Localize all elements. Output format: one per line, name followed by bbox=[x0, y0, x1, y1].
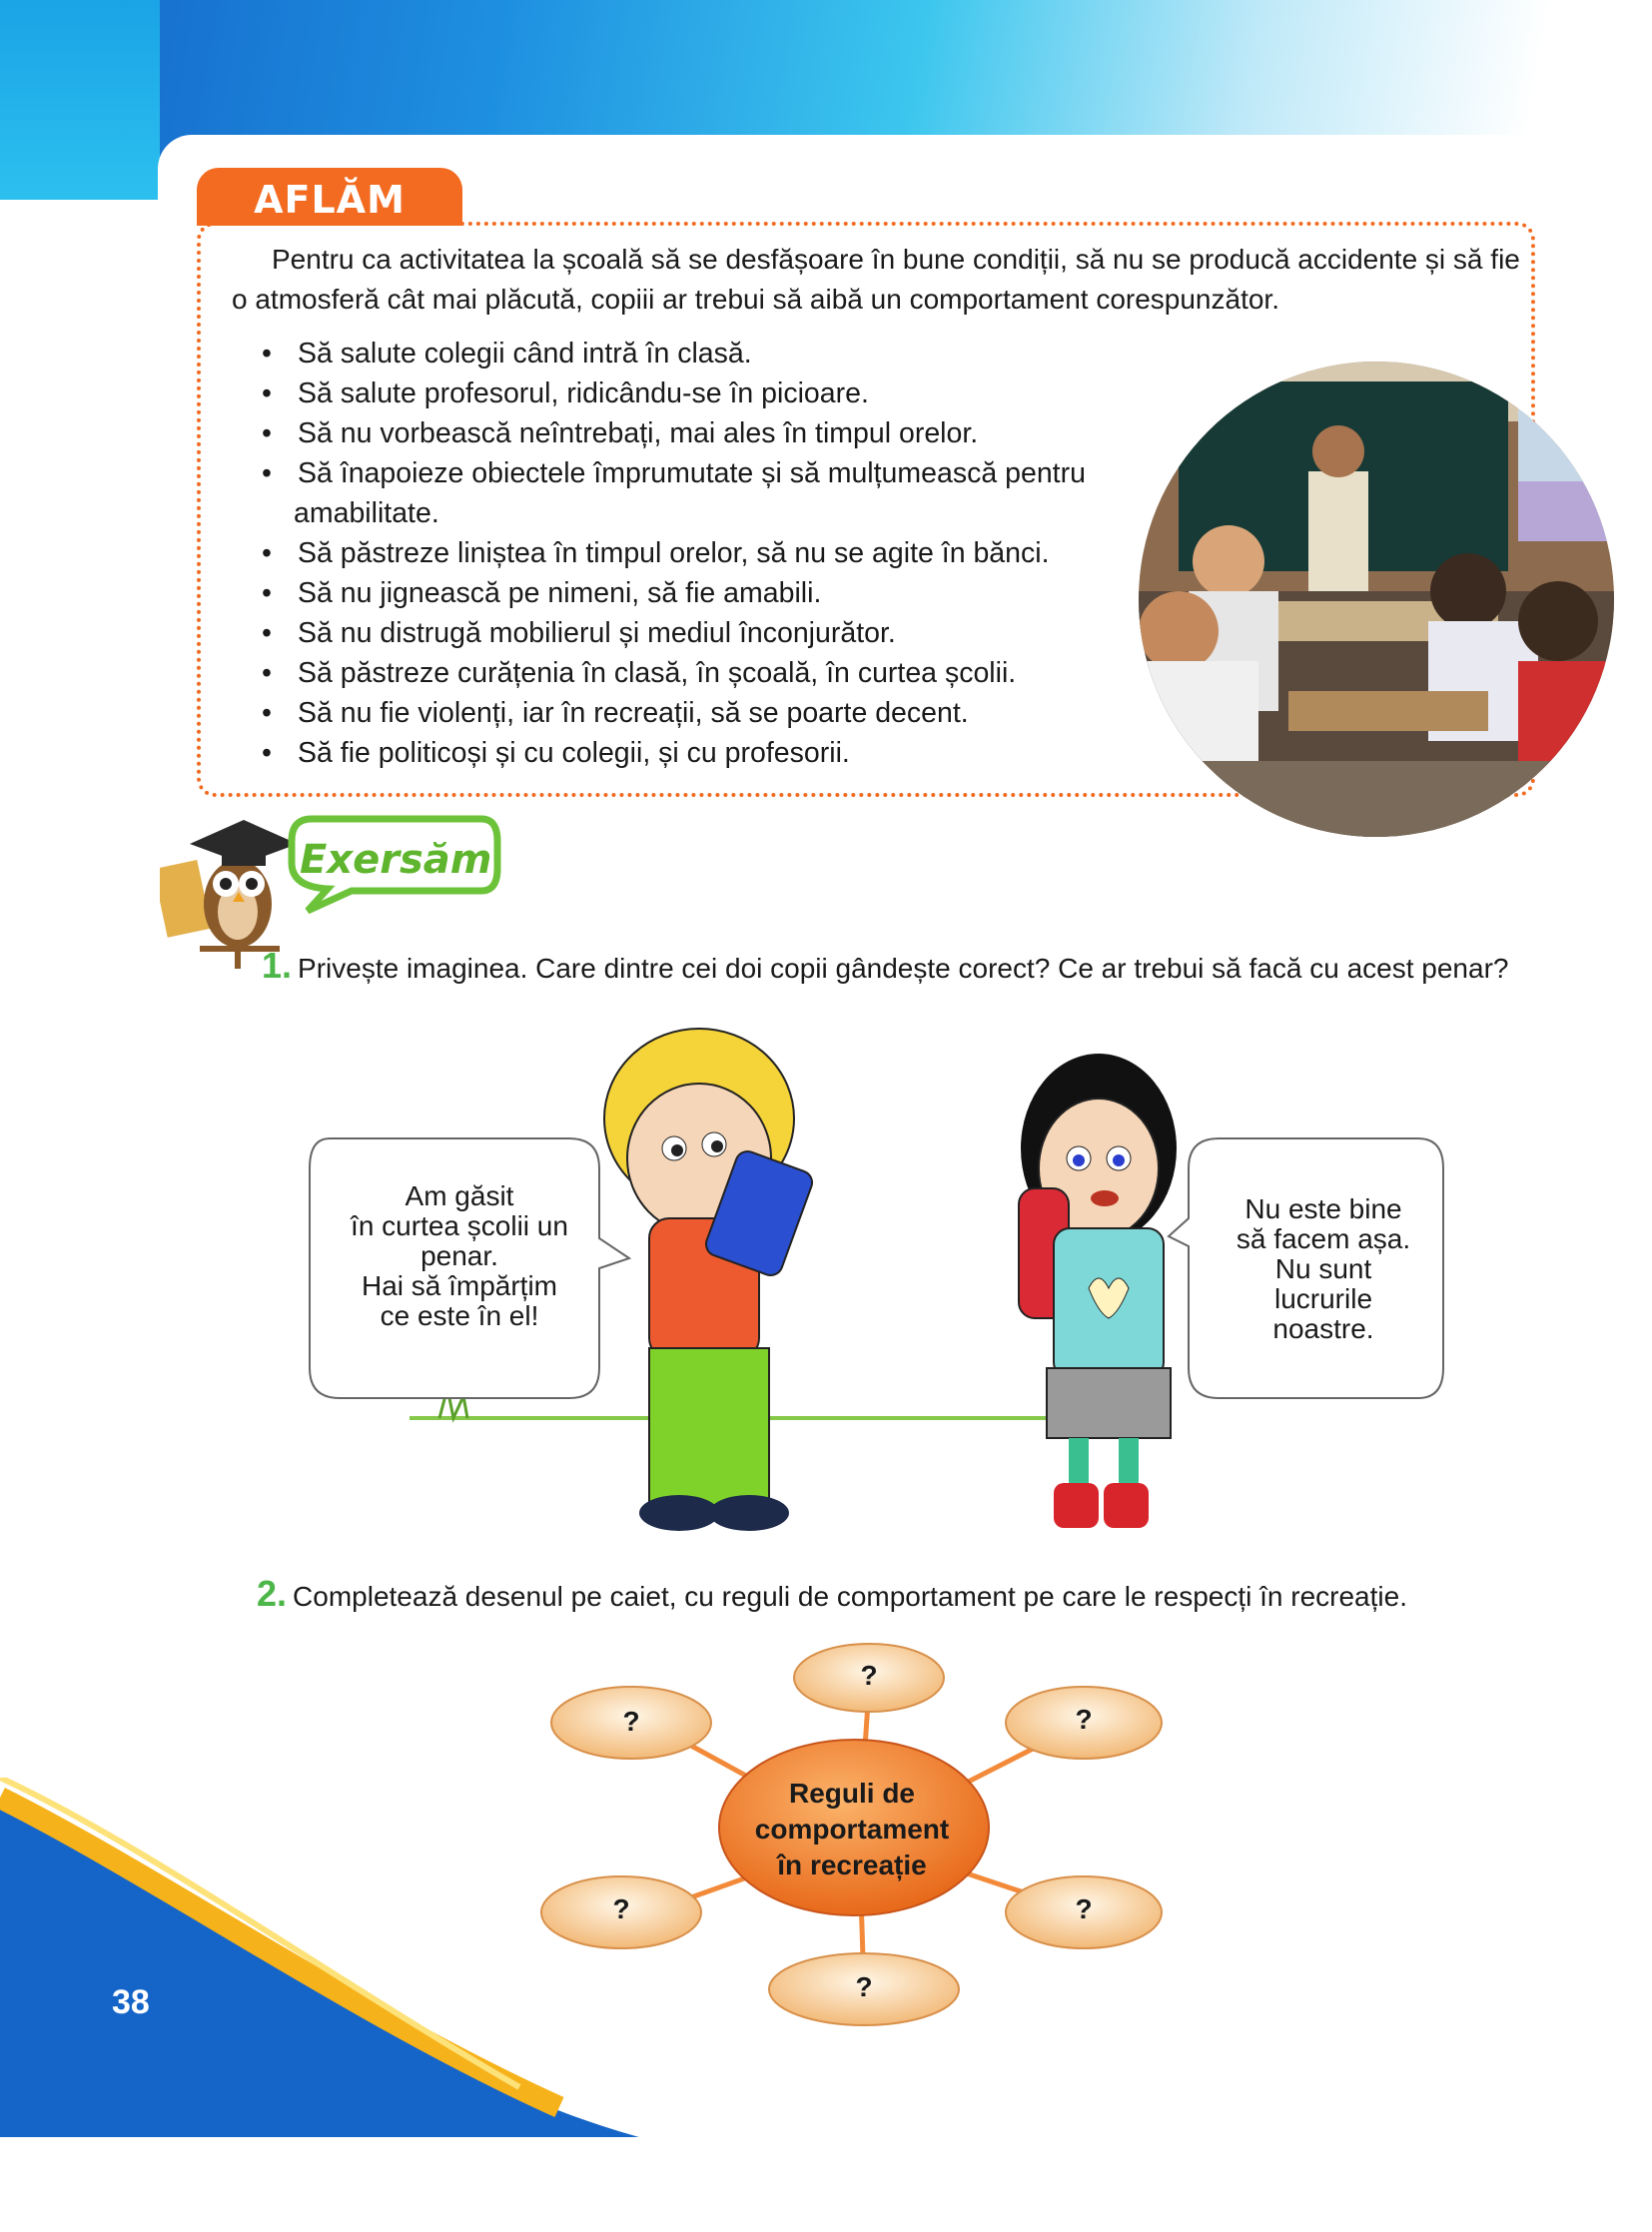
rule-item: • Să salute colegii când intră în clasă. bbox=[258, 334, 1117, 373]
mind-map-center-label: Reguli de comportament în recreație bbox=[754, 1778, 950, 1880]
rule-item: • Să nu vorbească neîntrebați, mai ales în timpul orelor. bbox=[258, 413, 1117, 453]
exercise-1-number: 1. bbox=[262, 945, 293, 986]
rule-item: • Să nu fie violenți, iar în recreații, să se poarte decent. bbox=[258, 693, 1117, 733]
exercise-title: Exersăm bbox=[300, 837, 492, 883]
exercise-2-number: 2. bbox=[257, 1573, 288, 1614]
exercise-1-text: Privește imaginea. Care dintre cei doi copii gândește corect? Ce ar trebui să facă cu acest penar? bbox=[298, 953, 1509, 984]
mind-map-node-top-right: ? bbox=[1075, 1704, 1093, 1735]
rule-item: • Să păstreze curățenia în clasă, în școală, în curtea școlii. bbox=[258, 653, 1117, 693]
mind-map-node-top-left: ? bbox=[622, 1706, 640, 1737]
rule-item: • Să nu jignească pe nimeni, să fie amabili. bbox=[258, 573, 1117, 613]
page-number: 38 bbox=[112, 1983, 150, 2021]
intro-paragraph: Pentru ca activitatea la școală să se desfășoare în bune condiții, să nu se producă accidente și să fie o atmosferă cât mai plăcută, copiii ar trebui să aibă un comportament corespunzător. bbox=[232, 244, 1520, 315]
mind-map-node-bottom-right: ? bbox=[1075, 1893, 1093, 1924]
mind-map-node-bottom-left: ? bbox=[612, 1893, 630, 1924]
boy-speech-text: Am găsit în curtea școlii un penar. Hai să împărțim ce este în el! bbox=[351, 1180, 568, 1331]
rule-item: • Să păstreze liniștea în timpul orelor, să nu se agite în bănci. bbox=[258, 533, 1117, 573]
rule-item: • Să înapoieze obiectele împrumutate și să mulțumească pentru amabilitate. bbox=[258, 453, 1117, 533]
exercise-1-prompt bbox=[262, 945, 1508, 987]
header-left-strip bbox=[0, 0, 160, 200]
rule-item: • Să nu distrugă mobilierul și mediul înconjurător. bbox=[258, 613, 1117, 653]
classroom-photo bbox=[1139, 362, 1614, 837]
rules-list bbox=[258, 334, 1117, 773]
mind-map-node-bottom: ? bbox=[855, 1971, 873, 2002]
rule-item: • Să fie politicoși și cu colegii, și cu profesorii. bbox=[258, 733, 1117, 773]
exercise-2-prompt bbox=[257, 1573, 1407, 1615]
exercise-2-text: Completează desenul pe caiet, cu reguli de comportament pe care le respecți în recreație. bbox=[293, 1581, 1407, 1612]
section-title: AFLĂM bbox=[197, 168, 462, 226]
girl-speech-text: Nu este bine să facem așa. Nu sunt lucrurile noastre. bbox=[1236, 1193, 1411, 1344]
rule-item: • Să salute profesorul, ridicându-se în picioare. bbox=[258, 373, 1117, 413]
mind-map-node-top: ? bbox=[860, 1660, 878, 1691]
